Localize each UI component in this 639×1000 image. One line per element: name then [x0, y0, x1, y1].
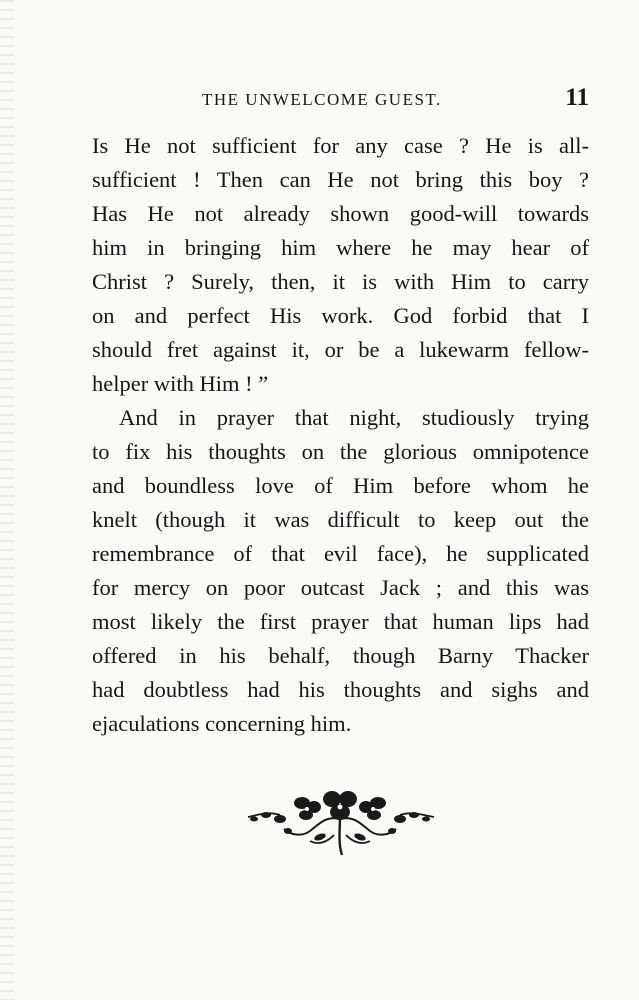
text-line: most likely the first prayer that human lips had [92, 609, 589, 634]
text-line: Christ ? Surely, then, it is with Him to carry [92, 269, 589, 294]
text-line: and boundless love of Him before whom he [92, 473, 589, 498]
running-title: THE UNWELCOME GUEST. [202, 90, 442, 109]
text-line: had doubtless had his thoughts and sighs and [92, 677, 589, 702]
text-line: Is He not sufficient for any case ? He is all- [92, 133, 589, 158]
text-line: And in prayer that night, studiously trying [119, 405, 589, 430]
body-text [92, 129, 589, 741]
text-line: on and perfect His work. God forbid that I [92, 303, 589, 328]
text-line: remembrance of that evil face), he supplicated [92, 541, 589, 566]
floral-tailpiece-icon [240, 785, 440, 859]
text-line: him in bringing him where he may hear of [92, 235, 589, 260]
text-line: should fret against it, or be a lukewarm fellow- [92, 337, 589, 362]
text-line: sufficient ! Then can He not bring this boy ? [92, 167, 589, 192]
text-line: Has He not already shown good-will towards [92, 201, 589, 226]
text-line: knelt (though it was difficult to keep out the [92, 507, 589, 532]
text-line: helper with Him ! ” [92, 371, 269, 396]
text-line: to fix his thoughts on the glorious omnipotence [92, 439, 589, 464]
text-line: offered in his behalf, though Barny Thacker [92, 643, 589, 668]
page-number: 11 [565, 84, 589, 111]
running-head [92, 84, 589, 114]
text-line: ejaculations concerning him. [92, 711, 352, 736]
page-edge [0, 0, 14, 1000]
text-line: for mercy on poor outcast Jack ; and this was [92, 575, 589, 600]
